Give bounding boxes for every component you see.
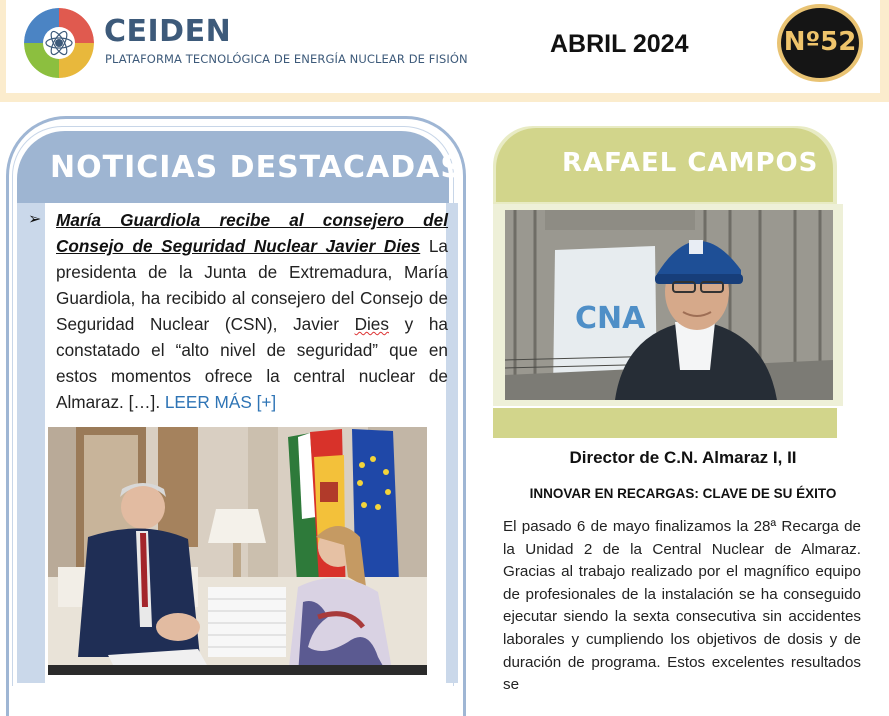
- building-sign-text: CNA: [575, 301, 646, 336]
- brand-name: CEIDEN: [104, 14, 232, 49]
- news-heading: NOTICIAS DESTACADAS: [50, 150, 463, 185]
- profile-photo: [505, 210, 833, 400]
- brand-subtitle: PLATAFORMA TECNOLÓGICA DE ENERGÍA NUCLEAR DE FISIÓN: [105, 52, 468, 66]
- profile-body-text: El pasado 6 de mayo finalizamos la 28ª Recarga de la Unidad 2 de la Central Nuclear de Almaraz. Gracias al trabajo realizado por el magnífico equipo de profesionales de la instalación se ha conseguido ejecutar siendo la sexta consecutiva sin accidentes laborales y cumpliendo los objetivos de dosis y de duración de programa. Estos excelentes resultados se: [503, 518, 861, 694]
- issue-date: ABRIL 2024: [550, 30, 689, 58]
- meeting-photo: [48, 427, 427, 675]
- article-body-name: Dies: [354, 314, 389, 334]
- article-body-part1: La presidenta de la Junta de Extremadura, María Guardiola, ha recibido al consejero del Consejo de Seguridad Nuclear (CSN), Javier: [56, 236, 448, 334]
- news-article: [30, 207, 448, 415]
- ceiden-logo-icon: [24, 8, 94, 78]
- read-more-link[interactable]: LEER MÁS [+]: [164, 392, 277, 412]
- issue-number: Nº52: [783, 27, 857, 57]
- profile-headline: INNOVAR EN RECARGAS: CLAVE DE SU ÉXITO: [529, 486, 837, 501]
- article-title-link[interactable]: María Guardiola recibe al consejero del Consejo de Seguridad Nuclear Javier Dies: [56, 210, 448, 256]
- profile-accent-bar: [493, 408, 837, 438]
- profile-name: RAFAEL CAMPOS: [562, 148, 819, 178]
- issue-number-badge: [777, 4, 863, 82]
- article-body-part2: y ha constatado el “alto nivel de seguridad” que en estos momentos ofrece la central nuclear de Almaraz. […].: [56, 314, 448, 412]
- article-text: [56, 207, 448, 415]
- profile-role: Director de C.N. Almaraz I, II: [569, 448, 797, 467]
- arrow-bullet-icon: ➢: [28, 211, 42, 228]
- newsletter-header: [0, 0, 889, 102]
